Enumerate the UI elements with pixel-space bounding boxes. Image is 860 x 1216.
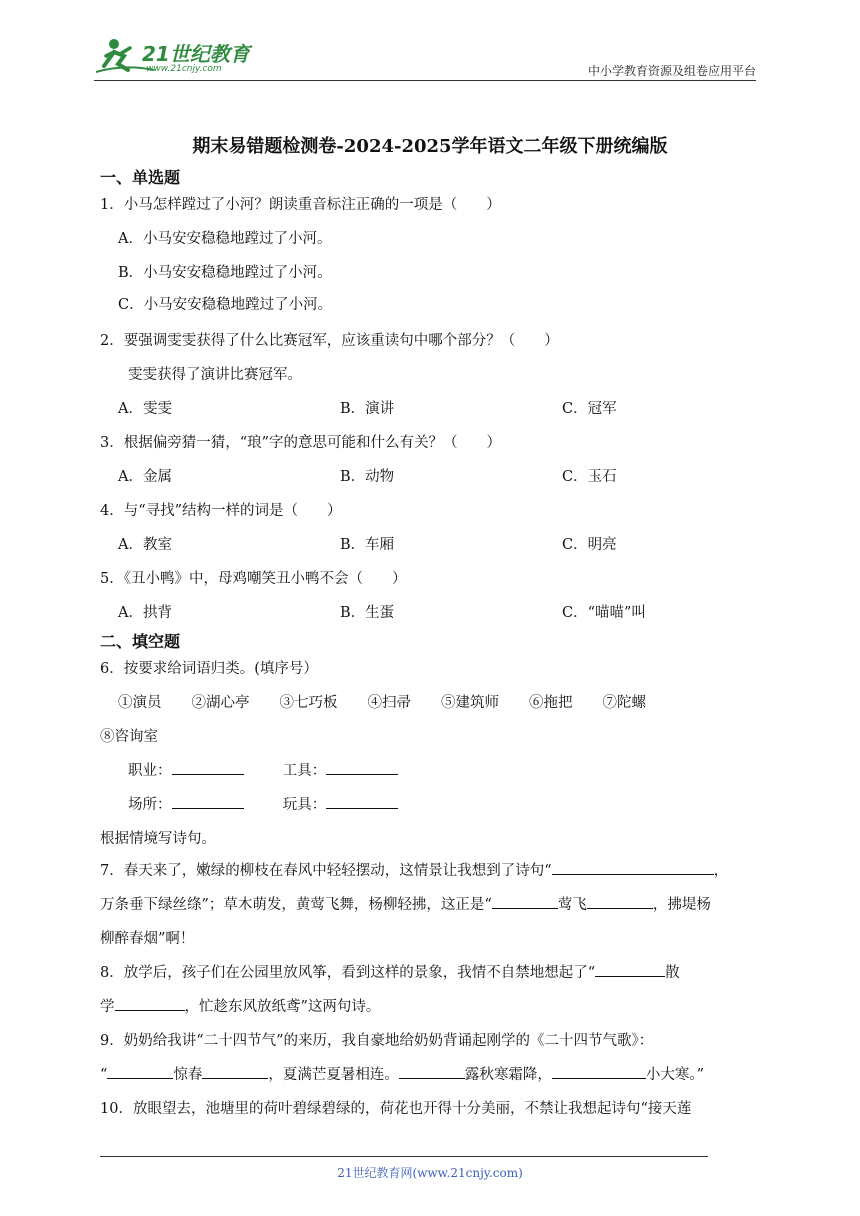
q2-options xyxy=(100,398,760,420)
page-title: 期末易错题检测卷-2024-2025学年语文二年级下册统编版 xyxy=(192,136,668,157)
question-8: 8．放学后，孩子们在公园里放风筝，看到这样的景象，我情不自禁地想起了“ 散 学 ，忙趁东风放纸鸢”这两句诗。 xyxy=(100,956,760,1024)
q4-option-c: C．明亮 xyxy=(562,537,617,553)
question-7: 7．春天来了，嫩绿的柳枝在春风中轻轻摆动，这情景让我想到了诗句“ ， 万条垂下绿丝绦”；草木萌发，黄莺飞舞，杨柳轻拂，这正是“ 莺飞 ，拂堤杨 柳醉春烟”啊！ xyxy=(100,854,760,956)
q1-option-c: C．小马安安稳稳地蹚过了小河。 xyxy=(118,297,333,313)
question-2-stem: 2．要强调雯雯获得了什么比赛冠军，应该重读句中哪个部分？（ ） xyxy=(100,333,559,349)
question-5-stem: 5．《丑小鸭》中，母鸡嘲笑丑小鸭不会（ ） xyxy=(100,571,407,587)
question-4-stem: 4．与“寻找”结构一样的词是（ ） xyxy=(100,503,342,519)
blank[interactable] xyxy=(552,1064,646,1079)
blank[interactable] xyxy=(172,794,244,809)
poem-intro: 根据情境写诗句。 xyxy=(100,831,216,847)
q4-option-a: A．教室 xyxy=(118,537,172,553)
blank[interactable] xyxy=(107,1064,173,1079)
blank[interactable] xyxy=(202,1064,268,1079)
blank[interactable] xyxy=(587,894,653,909)
footer-divider xyxy=(100,1156,708,1157)
q6-word-8: ⑧咨询室 xyxy=(100,729,158,745)
q3-option-a: A．金属 xyxy=(118,469,172,485)
q6-word: ⑤建筑师 xyxy=(441,695,499,711)
q2-option-b: B．演讲 xyxy=(340,401,395,417)
blank[interactable] xyxy=(326,794,398,809)
q6-row-1 xyxy=(100,760,760,782)
q6-row-2 xyxy=(100,794,760,816)
question-9: 9．奶奶给我讲“二十四节气”的来历，我自豪地给奶奶背诵起刚学的《二十四节气歌》： “ 惊春 ，夏满芒夏暑相连。 露秋寒霜降， 小大寒。” xyxy=(100,1033,705,1083)
category-place-label: 场所： xyxy=(128,797,172,813)
q6-word: ①演员 xyxy=(118,695,162,711)
q2-option-a: A．雯雯 xyxy=(118,401,172,417)
q5-option-c: C．“喵喵”叫 xyxy=(562,605,646,621)
blank[interactable] xyxy=(115,996,185,1011)
category-toy-label: 玩具： xyxy=(282,797,327,813)
logo xyxy=(94,34,264,82)
category-occupation-label: 职业： xyxy=(128,763,172,779)
platform-name: 中小学教育资源及组卷应用平台 xyxy=(587,64,756,78)
q6-word-list xyxy=(100,692,760,714)
header-divider xyxy=(94,80,756,81)
footer-site[interactable]: 21世纪教育网(www.21cnjy.com) xyxy=(337,1166,523,1180)
question-1-stem: 1．小马怎样蹚过了小河？朗读重音标注正确的一项是（ ） xyxy=(100,197,501,213)
category-tool-label: 工具： xyxy=(282,763,327,779)
q4-options xyxy=(100,534,760,556)
question-10: 10．放眼望去，池塘里的荷叶碧绿碧绿的，荷花也开得十分美丽，不禁让我想起诗句“接天莲 xyxy=(100,1101,692,1117)
section-single-choice: 一、单选题 xyxy=(100,168,181,187)
q6-word: ③七巧板 xyxy=(279,695,338,711)
logo-url: www.21cnjy.com xyxy=(146,64,222,74)
q6-word: ⑥拖把 xyxy=(529,695,573,711)
blank[interactable] xyxy=(399,1064,465,1079)
q5-option-b: B．生蛋 xyxy=(340,605,395,621)
q1-option-b: B．小马安安稳稳地蹚过了小河。 xyxy=(118,265,332,281)
q6-word: ④扫帚 xyxy=(367,695,411,711)
blank[interactable] xyxy=(326,760,398,775)
exam-content xyxy=(100,166,760,1126)
question-6-stem: 6．按要求给词语归类。(填序号） xyxy=(100,661,318,677)
q2-option-c: C．冠军 xyxy=(562,401,617,417)
q6-word: ⑦陀螺 xyxy=(602,695,646,711)
q3-option-c: C．玉石 xyxy=(562,469,617,485)
q4-option-b: B．车厢 xyxy=(340,537,395,553)
question-3-stem: 3．根据偏旁猜一猜，“琅”字的意思可能和什么有关？（ ） xyxy=(100,435,502,451)
q3-option-b: B．动物 xyxy=(340,469,395,485)
blank[interactable] xyxy=(552,860,714,875)
blank[interactable] xyxy=(492,894,558,909)
logo-text: 21世纪教育 xyxy=(142,42,250,66)
blank[interactable] xyxy=(172,760,244,775)
q6-word: ②湖心亭 xyxy=(191,695,250,711)
q3-options xyxy=(100,466,760,488)
blank[interactable] xyxy=(595,962,665,977)
q1-option-a: A．小马安安稳稳地蹚过了小河。 xyxy=(118,231,332,247)
q5-option-a: A．拱背 xyxy=(118,605,172,621)
q5-options xyxy=(100,602,760,624)
q2-sentence: 雯雯获得了演讲比赛冠军。 xyxy=(128,367,302,383)
section-fill-blank: 二、填空题 xyxy=(100,632,181,651)
